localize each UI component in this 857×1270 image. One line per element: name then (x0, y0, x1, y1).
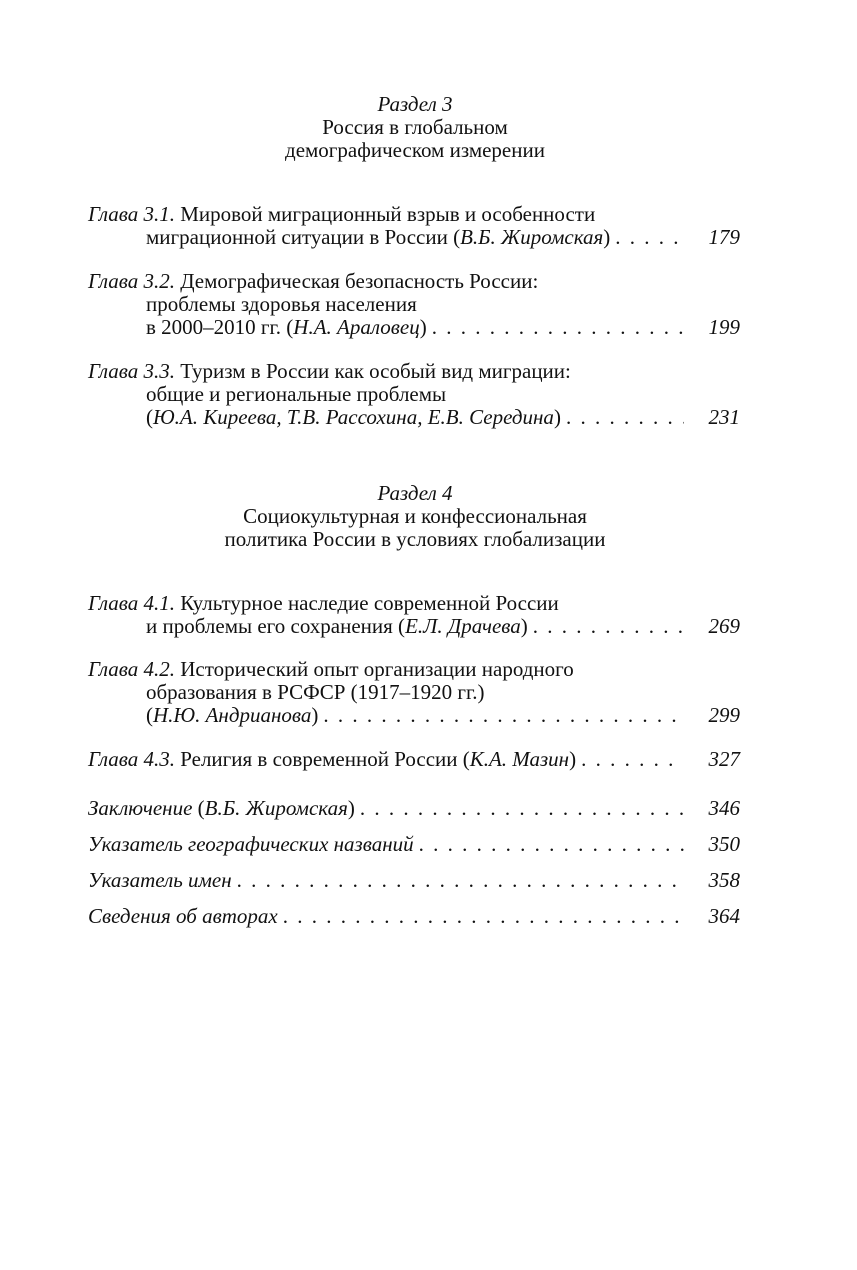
section-title-line: политика России в условиях глобализации (224, 527, 606, 551)
page-number: 346 (708, 796, 740, 820)
leader-dots (283, 905, 684, 928)
back-matter-title: Указатель имен (88, 868, 232, 892)
chapter-number: Глава 4.1. (88, 591, 175, 615)
page-number: 299 (708, 703, 740, 727)
chapter-title-line: проблемы здоровья населения (146, 292, 417, 316)
chapter-author: Н.А. Араловец (293, 315, 420, 339)
back-matter-title: Указатель географических названий (88, 832, 414, 856)
chapter-author: К.А. Мазин (469, 747, 570, 771)
chapter-author: Н.Ю. Андрианова (153, 703, 312, 727)
chapter-title-line: ( (146, 405, 153, 429)
chapter-number: Глава 4.3. (88, 747, 175, 771)
section-title-line: Социокультурная и конфессиональная (243, 504, 587, 528)
toc-entry-name-index[interactable] (88, 869, 740, 892)
chapter-title-line: Демографическая безопасность России: (180, 269, 539, 293)
page-number: 327 (708, 747, 740, 771)
chapter-title-line: Мировой миграционный взрыв и особенности (180, 202, 596, 226)
back-matter-title: Сведения об авторах (88, 904, 278, 928)
leader-dots (533, 615, 684, 638)
toc-entry-4-3[interactable]: Глава 4.3. Религия в современной России ( К.А. Мазин ) . . . 327 (88, 748, 740, 771)
toc-entry-4-1[interactable]: Глава 4.1. Культурное наследие современной России и проблемы его сохранения ( Е.Л. Драчева ) . . . 269 (88, 592, 740, 638)
toc-entry-conclusion[interactable]: Заключение ( В.Б. Жиромская ) . . . 346 (88, 797, 740, 820)
leader-dots (615, 226, 684, 249)
chapter-number: Глава 3.2. (88, 269, 175, 293)
chapter-number: Глава 3.3. (88, 359, 175, 383)
chapter-title-line: миграционной ситуации в России ( (146, 225, 461, 249)
chapter-title-line: и проблемы его сохранения ( (146, 614, 406, 638)
page-number: 350 (708, 832, 740, 856)
leader-dots (432, 316, 684, 339)
page-number: 179 (708, 225, 740, 249)
leader-dots (323, 704, 684, 727)
chapter-author: В.Б. Жиромская (204, 796, 348, 820)
chapter-title-line: ( (146, 703, 153, 727)
section-label: Раздел 3 (377, 92, 453, 116)
page-number: 358 (708, 868, 740, 892)
section-title-line: Россия в глобальном (322, 115, 508, 139)
page-number: 269 (708, 614, 740, 638)
leader-dots (237, 869, 684, 892)
toc-entry-3-1[interactable]: Глава 3.1. Мировой миграционный взрыв и особенности миграционной ситуации в России ( В.Б. Жиромская ) . . . 179 (88, 203, 740, 249)
chapter-title-line: общие и региональные проблемы (146, 382, 447, 406)
leader-dots (581, 748, 684, 771)
chapter-author: Е.Л. Драчева (405, 614, 521, 638)
chapter-title-line: Культурное наследие современной России (180, 591, 559, 615)
chapter-author: Ю.А. Киреева, Т.В. Рассохина, Е.В. Середина (153, 405, 554, 429)
chapter-title-line: Религия в современной России ( (180, 747, 470, 771)
section-title-line: демографическом измерении (285, 138, 545, 162)
toc-entry-3-3[interactable]: Глава 3.3. Туризм в России как особый вид миграции: общие и региональные проблемы ( Ю.А. Киреева, Т.В. Рассохина, Е.В. Середина ) . . . 231 (88, 360, 740, 429)
section-label: Раздел 4 (377, 481, 453, 505)
page-number: 364 (708, 904, 740, 928)
chapter-title-line: Исторический опыт организации народного (180, 657, 574, 681)
toc-entry-4-2[interactable]: Глава 4.2. Исторический опыт организации народного образования в РСФСР (1917–1920 гг.) ( Н.Ю. Андрианова ) . . . 299 (88, 658, 740, 727)
chapter-number: Глава 3.1. (88, 202, 175, 226)
leader-dots (566, 406, 684, 429)
section-4-heading (0, 482, 830, 551)
chapter-number: Глава 4.2. (88, 657, 175, 681)
leader-dots (419, 833, 684, 856)
chapter-title-line: в 2000–2010 гг. ( (146, 315, 294, 339)
page-number: 231 (708, 405, 740, 429)
chapter-title-line: Туризм в России как особый вид миграции: (180, 359, 571, 383)
chapter-title-line: образования в РСФСР (1917–1920 гг.) (146, 680, 485, 704)
section-3-heading (0, 93, 830, 162)
back-matter-title: Заключение (88, 796, 193, 820)
toc-entry-3-2[interactable]: Глава 3.2. Демографическая безопасность России: проблемы здоровья населения в 2000–2010 гг. ( Н.А. Араловец ) . . . 199 (88, 270, 740, 339)
toc-entry-geo-index[interactable] (88, 833, 740, 856)
leader-dots (360, 797, 684, 820)
page-number: 199 (708, 315, 740, 339)
toc-entry-authors[interactable] (88, 905, 740, 928)
chapter-author: В.Б. Жиромская (460, 225, 604, 249)
